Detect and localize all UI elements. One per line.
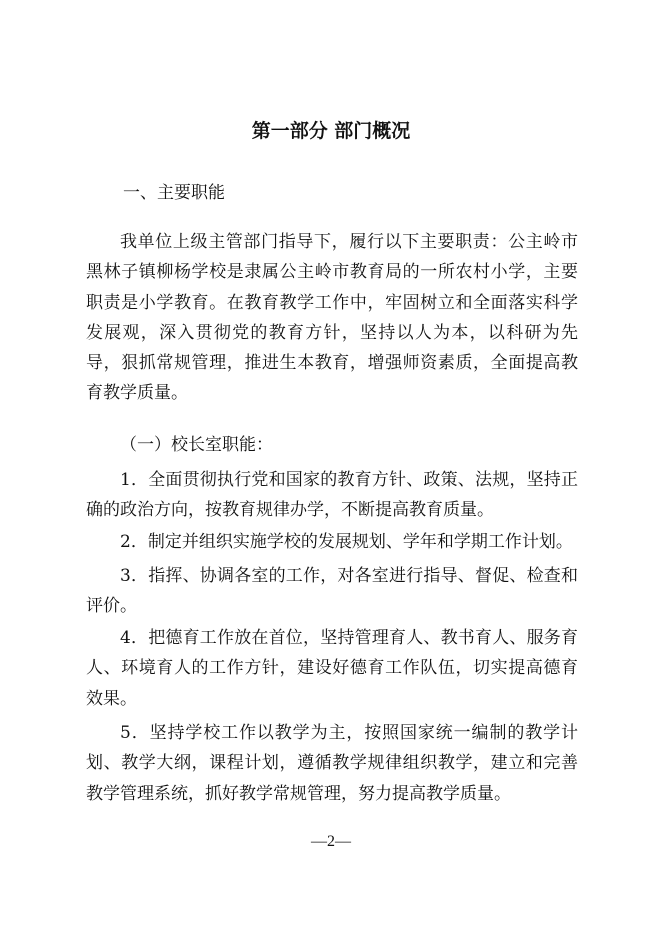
list-item: 3．指挥、协调各室的工作，对各室进行指导、督促、检查和评价。 [86, 566, 578, 617]
list-item: 1．全面贯彻执行党和国家的教育方针、政策、法规，坚持正确的政治方向，按教育规律办学，不断提高教育质量。 [86, 470, 578, 521]
list-item: 2．制定并组织实施学校的发展规划、学年和学期工作计划。 [120, 532, 573, 552]
subsection-heading-principal-office: （一）校长室职能： [120, 435, 273, 455]
page-number: —2— [311, 833, 351, 850]
list-item: 5．坚持学校工作以教学为主，按照国家统一编制的教学计划、教学大纲，课程计划，遵循教学规律组织教学，建立和完善教学管理系统，抓好教学常规管理，努力提高教学质量。 [86, 723, 578, 804]
list-item: 4．把德育工作放在首位，坚持管理育人、教书育人、服务育人、环境育人的工作方针，建设好德育工作队伍，切实提高德育效果。 [86, 628, 578, 709]
intro-paragraph: 我单位上级主管部门指导下，履行以下主要职责：公主岭市黑林子镇柳杨学校是隶属公主岭市教育局的一所农村小学，主要职责是小学教育。在教育教学工作中，牢固树立和全面落实科学发展观，深入贯彻党的教育方针，坚持以人为本，以科研为先导，狠抓常规管理，推进生本教育，增强师资素质，全面提高教育教学质量。 [86, 232, 578, 404]
page-title: 第一部分 部门概况 [251, 120, 411, 142]
section-heading-main-functions: 一、主要职能 [123, 183, 225, 203]
